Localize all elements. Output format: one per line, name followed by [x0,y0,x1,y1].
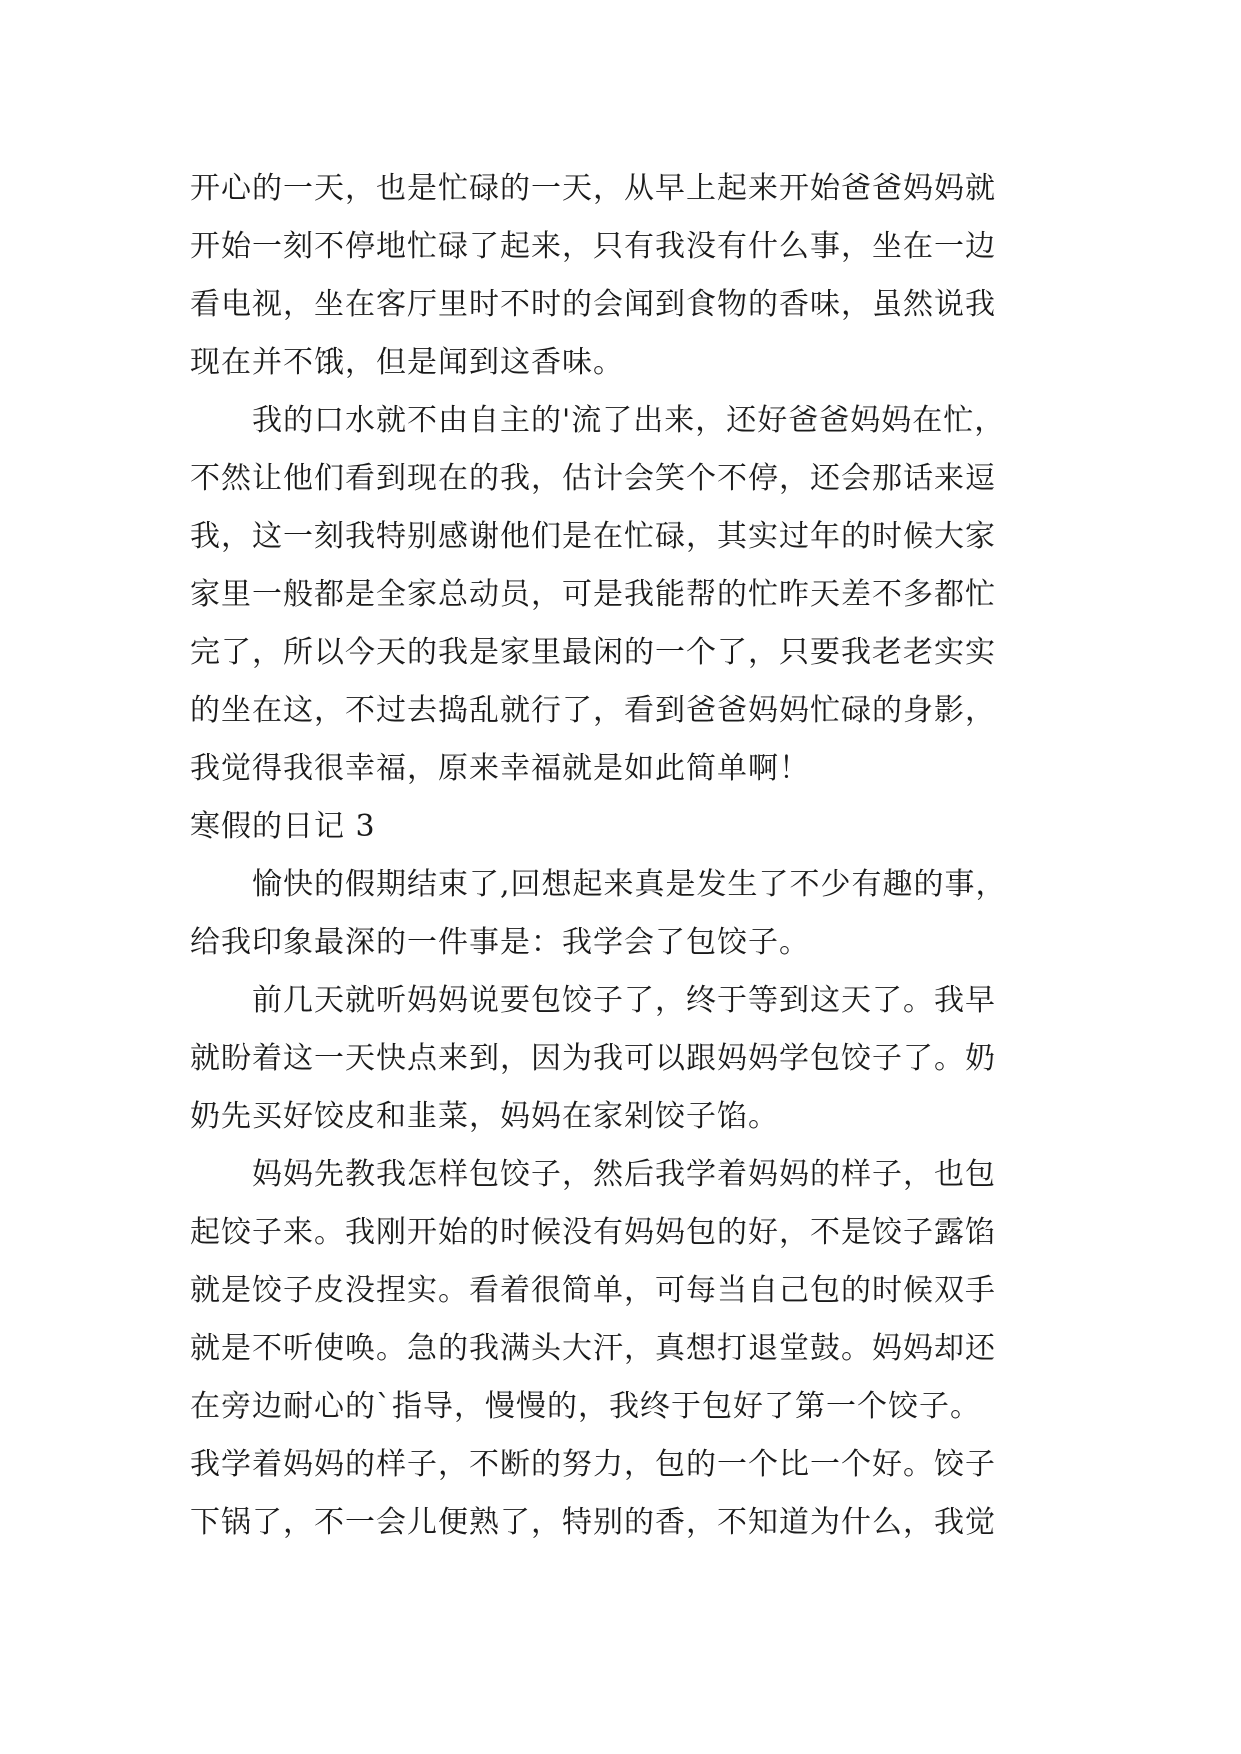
text-line: 我学着妈妈的样子，不断的努力，包的一个比一个好。饺子 [190,1447,996,1482]
text-line: 就盼着这一天快点来到，因为我可以跟妈妈学包饺子了。奶 [190,1041,996,1076]
text-line: 奶先买好饺皮和韭菜，妈妈在家剁饺子馅。 [190,1099,779,1134]
text-line: 给我印象最深的一件事是：我学会了包饺子。 [190,925,810,960]
document-body [190,160,1070,1552]
text-line: 就是饺子皮没捏实。看着很简单，可每当自己包的时候双手 [190,1273,996,1308]
text-line: 就是不听使唤。急的我满头大汗，真想打退堂鼓。妈妈却还 [190,1331,996,1366]
text-line: 看电视，坐在客厅里时不时的会闻到食物的香味，虽然说我 [190,287,996,322]
text-line: 开始一刻不停地忙碌了起来，只有我没有什么事，坐在一边 [190,229,996,264]
text-line: 开心的一天，也是忙碌的一天，从早上起来开始爸爸妈妈就 [190,171,996,206]
text-line: 我，这一刻我特别感谢他们是在忙碌，其实过年的时候大家 [190,519,996,554]
text-line: 我觉得我很幸福，原来幸福就是如此简单啊！ [190,751,810,786]
text-line: 家里一般都是全家总动员，可是我能帮的忙昨天差不多都忙 [190,577,996,612]
text-line: 起饺子来。我刚开始的时候没有妈妈包的好，不是饺子露馅 [190,1215,996,1250]
text-line: 我的口水就不由自主的'流了出来，还好爸爸妈妈在忙， [190,403,1006,438]
text-line: 完了，所以今天的我是家里最闲的一个了，只要我老老实实 [190,635,996,670]
text-line: 愉快的假期结束了,回想起来真是发生了不少有趣的事， [190,867,1007,902]
text-line: 前几天就听妈妈说要包饺子了，终于等到这天了。我早 [190,983,996,1018]
text-line: 下锅了，不一会儿便熟了，特别的香，不知道为什么，我觉 [190,1505,996,1540]
text-line: 在旁边耐心的`指导，慢慢的，我终于包好了第一个饺子。 [190,1389,981,1424]
text-line: 不然让他们看到现在的我，估计会笑个不停，还会那话来逗 [190,461,996,496]
text-line: 的坐在这，不过去捣乱就行了，看到爸爸妈妈忙碌的身影， [190,693,996,728]
section-heading: 寒假的日记 3 [190,809,376,844]
text-line: 现在并不饿，但是闻到这香味。 [190,345,624,380]
text-line: 妈妈先教我怎样包饺子，然后我学着妈妈的样子，也包 [190,1157,996,1192]
